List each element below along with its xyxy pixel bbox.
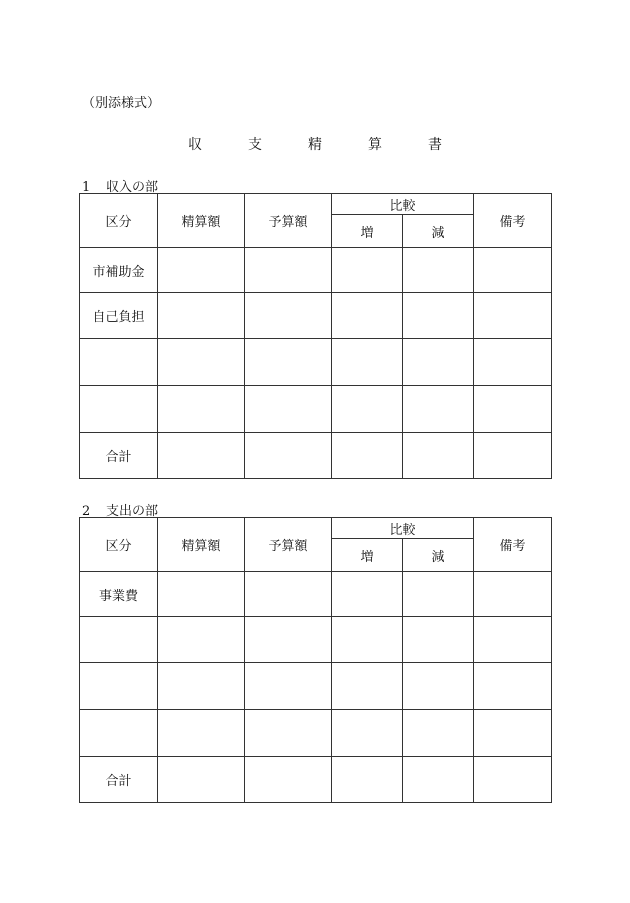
expense-header-increase: 増 xyxy=(332,539,403,572)
table-cell xyxy=(245,572,332,617)
expense-row-4-category xyxy=(80,710,158,757)
expense-row-3-category xyxy=(80,663,158,710)
table-cell xyxy=(245,386,332,433)
table-cell xyxy=(403,248,474,293)
table-cell xyxy=(332,293,403,339)
table-cell xyxy=(158,339,245,386)
table-row xyxy=(80,710,552,757)
income-header-remarks: 備考 xyxy=(474,194,552,248)
table-cell xyxy=(403,293,474,339)
table-cell xyxy=(245,757,332,803)
form-note: （別添様式） xyxy=(82,96,161,111)
table-row xyxy=(80,757,552,803)
table-cell xyxy=(245,248,332,293)
expense-header-budget: 予算額 xyxy=(245,518,332,572)
expense-table xyxy=(79,517,552,803)
table-cell xyxy=(403,386,474,433)
table-cell xyxy=(245,339,332,386)
table-cell xyxy=(474,572,552,617)
table-cell xyxy=(158,433,245,479)
table-cell xyxy=(403,433,474,479)
table-cell xyxy=(474,617,552,663)
table-cell xyxy=(403,572,474,617)
table-cell xyxy=(158,248,245,293)
table-row xyxy=(80,293,552,339)
table-cell xyxy=(158,710,245,757)
income-header-settled: 精算額 xyxy=(158,194,245,248)
table-cell xyxy=(403,339,474,386)
table-cell xyxy=(158,663,245,710)
table-cell xyxy=(474,386,552,433)
income-total-label: 合計 xyxy=(80,433,158,479)
income-section-number: 1 xyxy=(82,180,91,195)
expense-header-settled: 精算額 xyxy=(158,518,245,572)
table-cell xyxy=(245,433,332,479)
income-row-3-category xyxy=(80,339,158,386)
table-cell xyxy=(474,339,552,386)
table-row xyxy=(80,339,552,386)
income-row-4-category xyxy=(80,386,158,433)
table-cell xyxy=(245,617,332,663)
income-header-category: 区分 xyxy=(80,194,158,248)
table-cell xyxy=(332,757,403,803)
table-row xyxy=(80,617,552,663)
table-cell xyxy=(332,663,403,710)
table-cell xyxy=(245,663,332,710)
expense-row-2-category xyxy=(80,617,158,663)
table-cell xyxy=(158,572,245,617)
table-cell xyxy=(474,710,552,757)
table-cell xyxy=(332,339,403,386)
expense-header-compare: 比較 xyxy=(332,518,474,539)
table-cell xyxy=(332,386,403,433)
expense-row-1-category: 事業費 xyxy=(80,572,158,617)
table-cell xyxy=(474,433,552,479)
table-cell xyxy=(403,710,474,757)
table-cell xyxy=(474,248,552,293)
expense-header-category: 区分 xyxy=(80,518,158,572)
table-cell xyxy=(332,572,403,617)
table-row xyxy=(80,572,552,617)
income-section-heading: 収入の部 xyxy=(106,180,159,195)
income-header-budget: 予算額 xyxy=(245,194,332,248)
table-row xyxy=(80,433,552,479)
table-cell xyxy=(332,710,403,757)
table-row xyxy=(80,248,552,293)
table-cell xyxy=(403,617,474,663)
table-row xyxy=(80,663,552,710)
income-row-1-category: 市補助金 xyxy=(80,248,158,293)
table-row xyxy=(80,386,552,433)
table-cell xyxy=(158,617,245,663)
table-cell xyxy=(332,248,403,293)
expense-header-decrease: 減 xyxy=(403,539,474,572)
income-row-2-category: 自己負担 xyxy=(80,293,158,339)
expense-section-heading: 支出の部 xyxy=(106,504,159,519)
table-cell xyxy=(332,433,403,479)
income-header-decrease: 減 xyxy=(403,215,474,248)
table-cell xyxy=(158,293,245,339)
table-cell xyxy=(158,757,245,803)
expense-section-number: 2 xyxy=(82,504,91,519)
income-header-increase: 増 xyxy=(332,215,403,248)
income-header-compare: 比較 xyxy=(332,194,474,215)
table-cell xyxy=(403,757,474,803)
document-title: 収 支 精 算 書 xyxy=(188,137,458,153)
table-cell xyxy=(474,757,552,803)
expense-header-remarks: 備考 xyxy=(474,518,552,572)
expense-total-label: 合計 xyxy=(80,757,158,803)
table-cell xyxy=(245,293,332,339)
table-cell xyxy=(332,617,403,663)
table-cell xyxy=(474,663,552,710)
table-cell xyxy=(474,293,552,339)
table-cell xyxy=(158,386,245,433)
table-cell xyxy=(245,710,332,757)
table-cell xyxy=(403,663,474,710)
income-table xyxy=(79,193,552,479)
